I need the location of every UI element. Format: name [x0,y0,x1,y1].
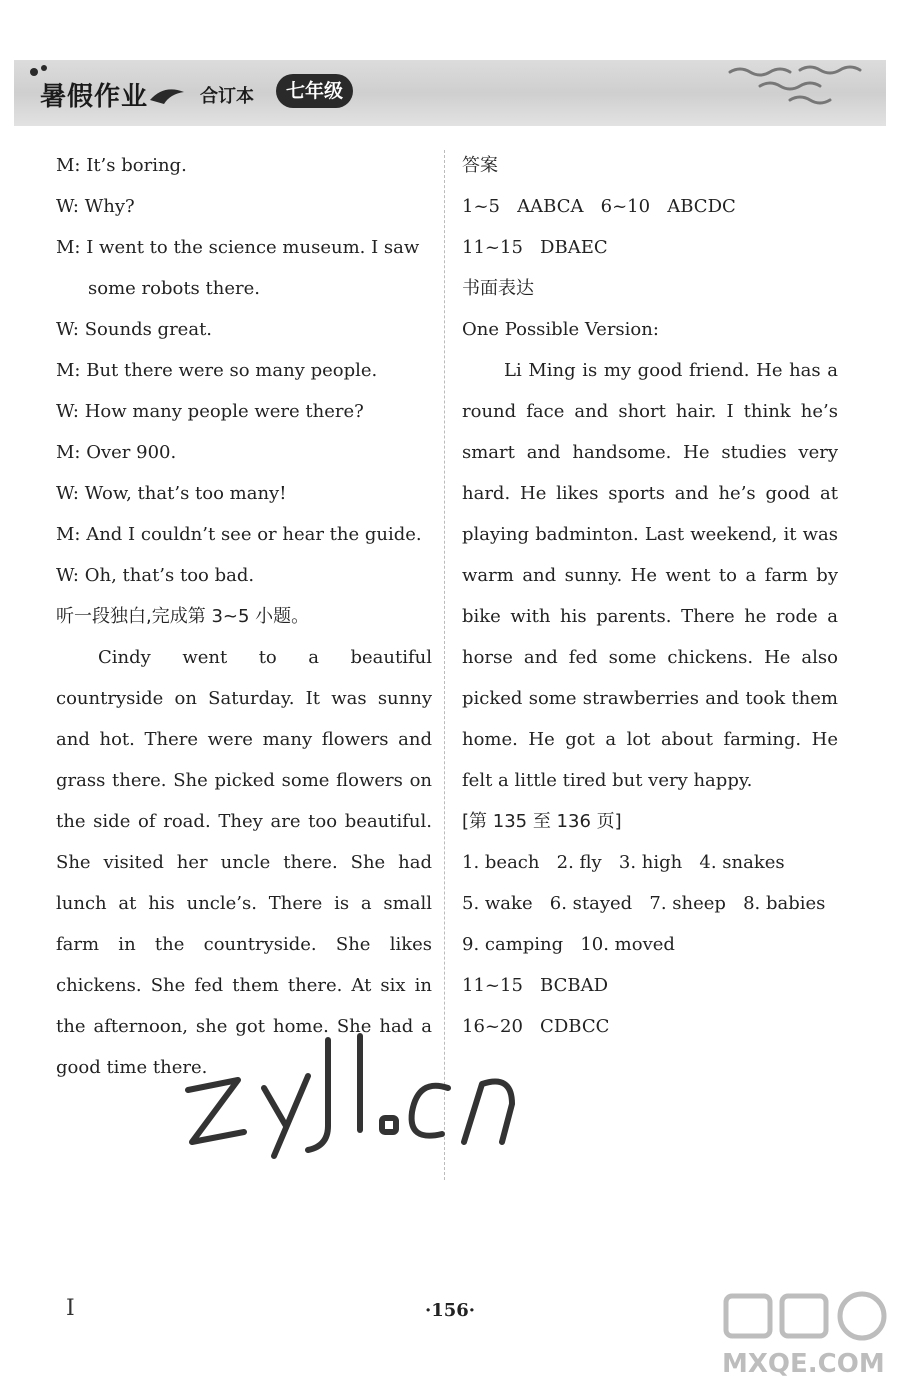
dialogue-line: M: And I couldn’t see or hear the guide. [56,524,422,545]
dialogue-line: W: Sounds great. [56,319,213,340]
essay-paragraph: Li Ming is my good friend. He has a round face and short hair. I think he’s smart and handsome. He studies very hard. He likes sports and he’s good at playing badminton. Last weekend, it was warm and sunny. He went to a farm by bike with his parents. There he rode a horse and fed some chickens. He also picked some strawberries and took them home. He got a lot about farming. He felt a little tired but very happy. [462,360,838,791]
dialogue-line: M: But there were so many people. [56,360,378,381]
watermark-logo [178,1030,538,1160]
grade-badge: 七年级 [276,74,353,108]
page-number: ·156· [424,1300,476,1321]
word-answer-line: 11~15 BCBAD [462,975,609,996]
answers-heading: 答案 [462,155,498,176]
dialogue-line: M: I went to the science museum. I saw [56,237,420,258]
word-answer-line: 1. beach 2. fly 3. high 4. snakes [462,852,785,873]
version-label: One Possible Version: [462,319,659,340]
dialogue-line: M: Over 900. [56,442,177,463]
word-answer-line: 5. wake 6. stayed 7. sheep 8. babies [462,893,826,914]
writing-heading: 书面表达 [462,278,534,299]
page-range-label: [第 135 至 136 页] [462,811,622,832]
left-column [56,145,432,1088]
dialogue-line: W: Oh, that’s too bad. [56,565,255,586]
book-title: 暑假作业 [40,82,149,112]
edition-label: 合订本 [200,86,254,107]
corner-site-logo [718,1290,894,1380]
margin-mark: I [66,1296,75,1321]
answer-line: 11~15 DBAEC [462,237,608,258]
dialogue-line: W: How many people were there? [56,401,364,422]
word-answer-line: 9. camping 10. moved [462,934,675,955]
svg-text:MXQE.COM: MXQE.COM [722,1349,885,1379]
dialogue-line: M: It’s boring. [56,155,187,176]
header-decoration-icon [0,0,900,140]
column-divider [444,150,445,1180]
dialogue-line: W: Why? [56,196,135,217]
right-column [462,145,838,1047]
monologue-paragraph: Cindy went to a beautiful countryside on Saturday. It was sunny and hot. There were many flowers and grass there. She picked some flowers on the side of road. They are too beautiful. She visited her uncle there. She had lunch at his uncle’s. There is a small farm in the countryside. She likes chickens. She fed them there. At six in the afternoon, she got home. She had a good time there. [56,647,432,1078]
monologue-instruction: 听一段独白,完成第 3~5 小题。 [56,606,310,627]
dialogue-line: W: Wow, that’s too many! [56,483,287,504]
dialogue-line: some robots there. [88,278,260,299]
word-answer-line: 16~20 CDBCC [462,1016,610,1037]
answer-line: 1~5 AABCA 6~10 ABCDC [462,196,736,217]
